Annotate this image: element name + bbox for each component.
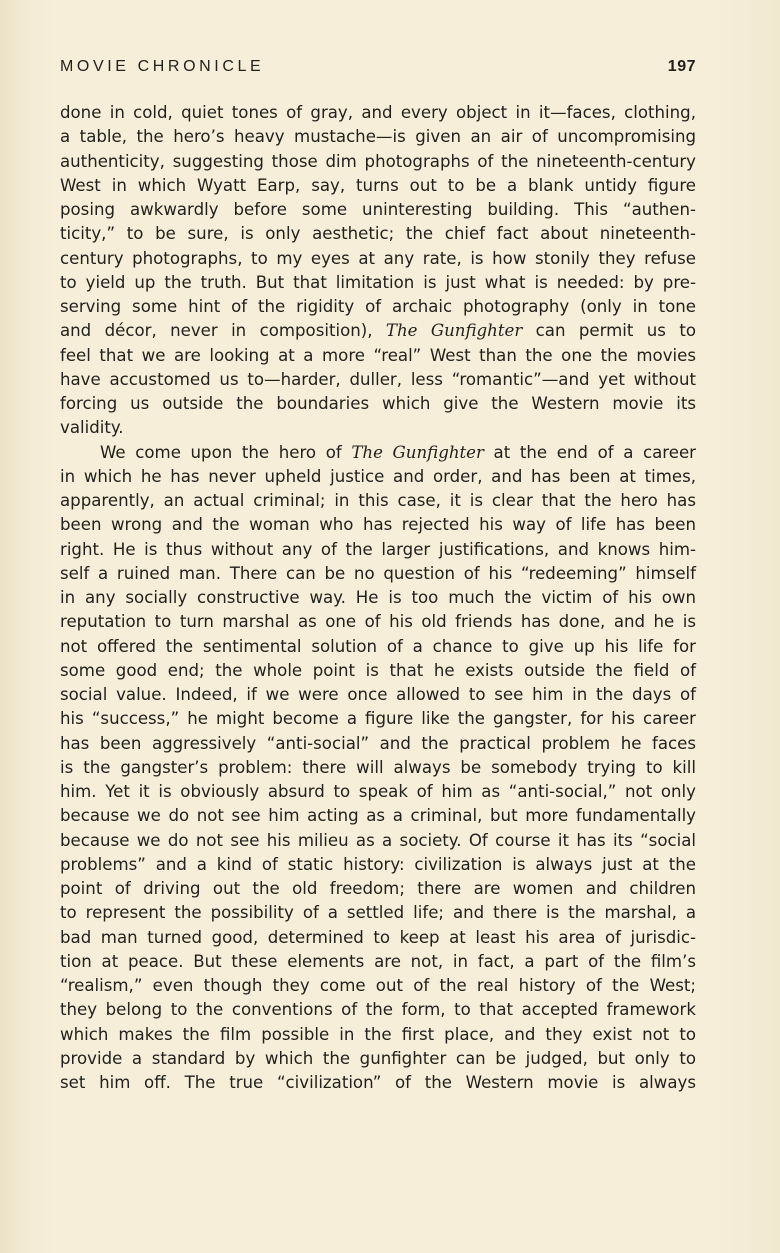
- text-line: because we do not see him acting as a criminal, but more fundamentally: [60, 806, 696, 826]
- text-line: some good end; the whole point is that he exists outside the field of: [60, 660, 696, 680]
- text-line: provide a standard by which the gunfighter can be judged, but only to: [60, 1048, 696, 1068]
- text-line: apparently, an actual criminal; in this case, it is clear that the hero has: [60, 491, 696, 510]
- text-line: social value. Indeed, if we were once allowed to see him in the days of: [60, 685, 696, 704]
- paragraph: [60, 441, 696, 1096]
- body-text: [60, 101, 696, 1095]
- text-line: in any socially constructive way. He is too much the victim of his own: [60, 588, 696, 607]
- text-line: authenticity, suggesting those dim photographs of the nineteenth-century: [60, 151, 696, 171]
- text-line: has been aggressively “anti-social” and the practical problem he faces: [60, 733, 696, 753]
- text-line: reputation to turn marshal as one of his old friends has done, and he is: [60, 612, 696, 632]
- text-line: set him off. The true “civilization” of the Western movie is always: [60, 1073, 696, 1092]
- text-line: problems” and a kind of static history: civilization is always just at the: [60, 854, 696, 874]
- paragraph: [60, 101, 696, 441]
- text-line: validity.: [60, 418, 124, 438]
- text-line: forcing us outside the boundaries which give the Western movie its: [60, 394, 696, 413]
- text-line: to yield up the truth. But that limitation is just what is needed: by pre-: [60, 272, 696, 292]
- text-line: been wrong and the woman who has rejected his way of life has been: [60, 515, 696, 535]
- text-line: not offered the sentimental solution of a chance to give up his life for: [60, 636, 696, 656]
- text-line: ticity,” to be sure, is only aesthetic; the chief fact about nineteenth-: [60, 224, 696, 244]
- text-line: and décor, never in composition), The Gunfighter can permit us to: [60, 321, 696, 341]
- text-line: point of driving out the old freedom; there are women and children: [60, 879, 696, 898]
- text-line: We come upon the hero of The Gunfighter at the end of a career: [100, 442, 696, 462]
- text-line: feel that we are looking at a more “real” West than the one the movies: [60, 345, 696, 365]
- running-head: [60, 58, 696, 82]
- film-title: The Gunfighter: [385, 321, 523, 341]
- text-line: right. He is thus without any of the larger justifications, and knows him-: [60, 539, 696, 559]
- text-line: tion at peace. But these elements are not, in fact, a part of the film’s: [60, 951, 696, 971]
- text-line: is the gangster’s problem: there will always be somebody trying to kill: [60, 757, 696, 777]
- text-line: to represent the possibility of a settled life; and there is the marshal, a: [60, 903, 696, 923]
- text-line: done in cold, quiet tones of gray, and every object in it—faces, clothing,: [60, 103, 696, 122]
- text-line: century photographs, to my eyes at any rate, is how stonily they refuse: [60, 248, 696, 268]
- text-line: have accustomed us to—harder, duller, less “romantic”—and yet without: [60, 369, 696, 389]
- text-line: a table, the hero’s heavy mustache—is given an air of uncompromising: [60, 127, 696, 147]
- text-line: in which he has never upheld justice and order, and has been at times,: [60, 466, 696, 486]
- page-number: 197: [667, 58, 696, 75]
- text-line: serving some hint of the rigidity of archaic photography (only in tone: [60, 297, 696, 316]
- text-line: self a ruined man. There can be no question of his “redeeming” himself: [60, 563, 696, 583]
- text-line: him. Yet it is obviously absurd to speak of him as “anti-social,” not only: [60, 782, 696, 801]
- running-title: MOVIE CHRONICLE: [60, 58, 265, 75]
- text-line: his “success,” he might become a figure like the gangster, for his career: [60, 709, 696, 729]
- film-title: The Gunfighter: [351, 442, 484, 462]
- text-line: they belong to the conventions of the form, to that accepted framework: [60, 1000, 696, 1020]
- text-line: bad man turned good, determined to keep at least his area of jurisdic-: [60, 927, 696, 947]
- text-line: “realism,” even though they come out of the real history of the West;: [60, 976, 696, 995]
- text-line: posing awkwardly before some uninteresting building. This “authen-: [60, 200, 696, 219]
- text-line: which makes the film possible in the first place, and they exist not to: [60, 1024, 696, 1044]
- text-line: because we do not see his milieu as a society. Of course it has its “social: [60, 830, 696, 850]
- text-line: West in which Wyatt Earp, say, turns out to be a blank untidy figure: [60, 175, 696, 195]
